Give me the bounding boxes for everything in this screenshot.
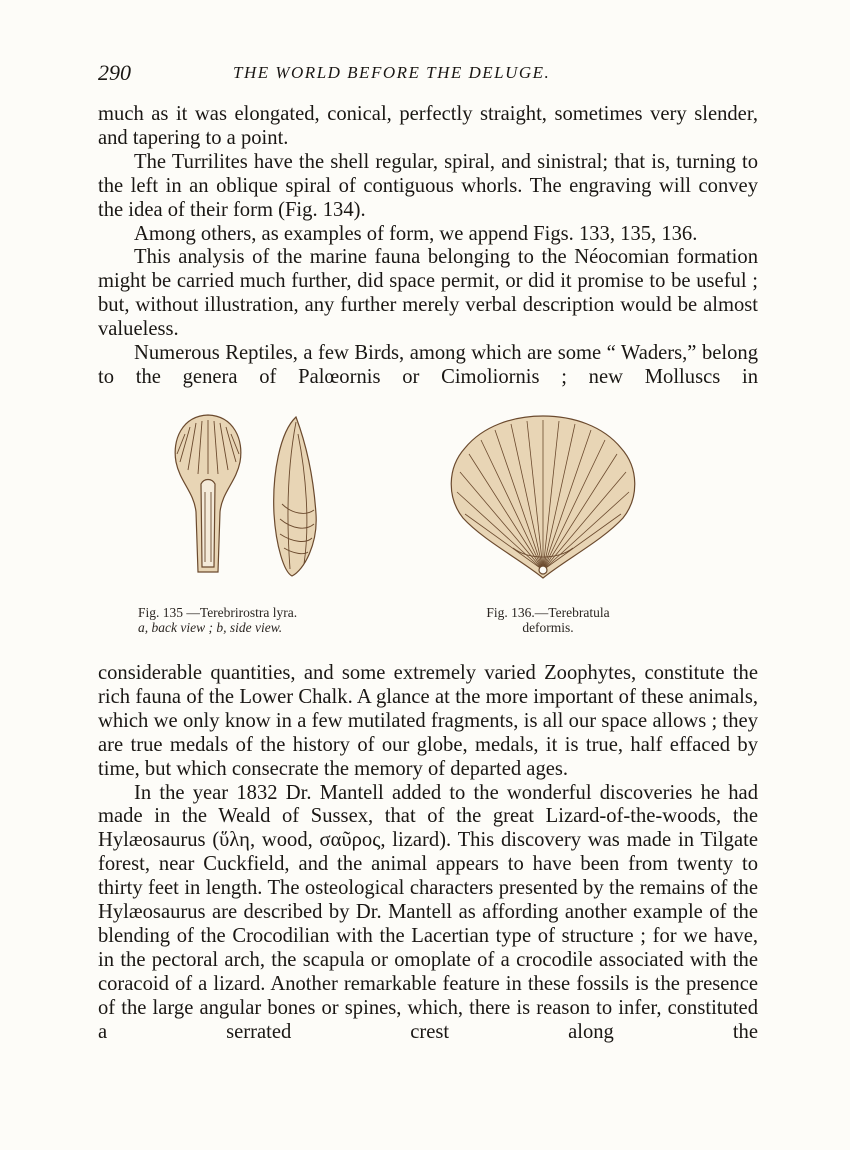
caption-line: Fig. 135 —Terebrirostra lyra. [138,605,298,620]
paragraph: Numerous Reptiles, a few Birds, among which are some “ Waders,” belong to the genera of Palœornis or Cimoliornis ; new Molluscs in [98,342,758,388]
terebrirostra-back-view-illustration [168,412,248,577]
paragraph: In the year 1832 Dr. Mantell added to the wonderful discoveries he had made in the Weald of Sussex, that of the great Lizard-of-the-woods, the Hylæosaurus (ὕλη, wood, σαῦρος, lizard). This discovery was made in Tilgate forest, near Cuckfield, and the animal appears to have been from twenty to thirty feet in length. The osteological characters presented by the remains of the Hylæosaurus are described by Dr. Mantell as affording another example of the blending of the Crocodilian with the Lacertian type of structure ; for we have, in the pectoral arch, the scapula or omoplate of a crocodile associated with the coracoid of a lizard. Another remarkable feature in these fossils is the presence of the large angular bones or spines, which, there is reason to infer, constituted a serrated crest along the [98,781,758,1043]
fig-136-caption [478,605,618,635]
body-text-top [98,103,758,390]
caption-line: deformis. [522,620,574,635]
caption-line: a, back view ; b, side view. [138,620,283,635]
body-text-bottom [98,662,758,1045]
paragraph: This analysis of the marine fauna belonging to the Néocomian formation might be carried much further, did space permit, or did it promise to be useful ; but, without illustration, any further merely verbal description would be almost valueless. [98,246,758,341]
running-title: THE WORLD BEFORE THE DELUGE. [233,63,551,82]
page-number: 290 [98,60,131,85]
terebrirostra-side-view-illustration [258,414,328,579]
caption-line: Fig. 136.—Terebratula [486,605,610,620]
fig-135-caption [138,605,297,635]
paragraph: Among others, as examples of form, we append Figs. 133, 135, 136. [134,222,698,245]
paragraph: much as it was elongated, conical, perfectly straight, sometimes very slender, and tapering to a point. [98,103,758,149]
figure-area [98,400,758,650]
paragraph: The Turrilites have the shell regular, spiral, and sinistral; that is, turning to the left in an oblique spiral of contiguous whorls. The engraving will convey the idea of their form (Fig. 134). [98,150,758,221]
running-head [98,60,758,88]
paragraph: considerable quantities, and some extremely varied Zoophytes, constitute the rich fauna of the Lower Chalk. A glance at the more important of these animals, which we only know in a few mutilated fragments, is all our space allows ; they are true medals of the history of our globe, medals, it is true, half effaced by time, but which consecrate the memory of departed ages. [98,662,758,780]
terebratula-deformis-illustration [443,410,643,588]
